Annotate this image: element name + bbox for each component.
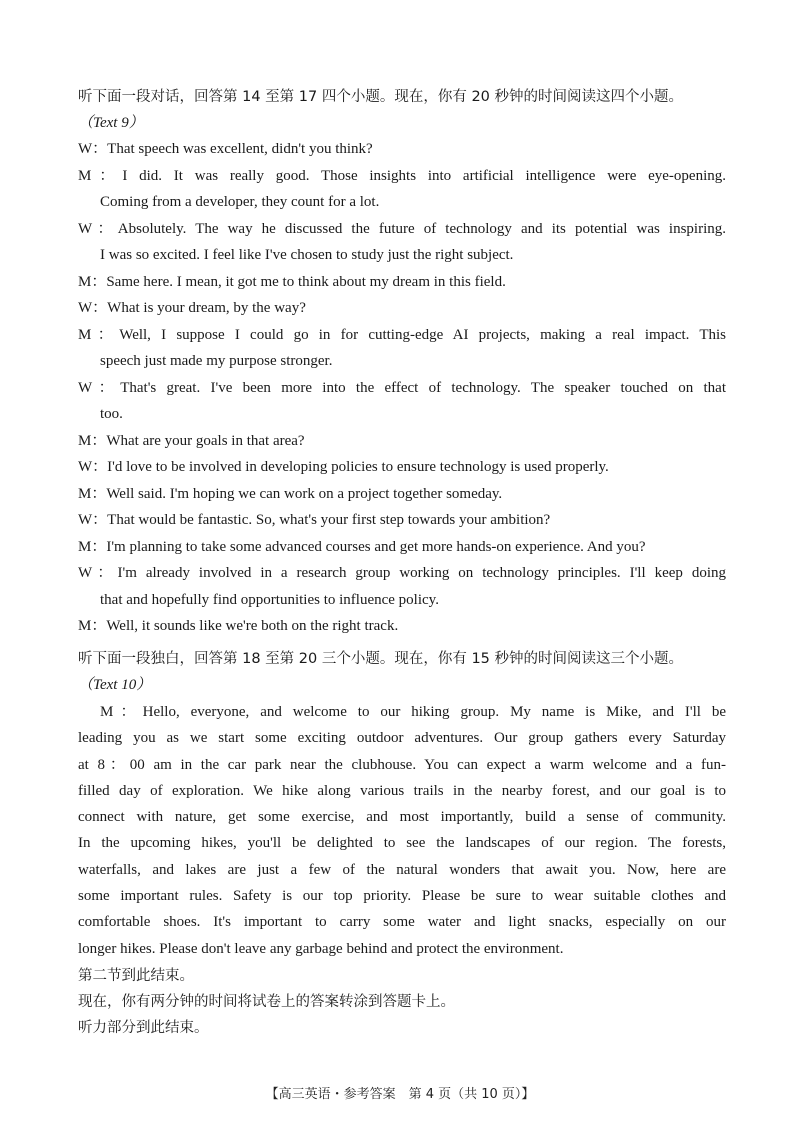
dialogue-line xyxy=(78,613,726,639)
monologue-text: longer hikes. Please don't leave any garbage behind and protect the environment. xyxy=(78,941,564,957)
dialogue-line xyxy=(78,269,726,295)
speaker-label: M： xyxy=(78,327,120,343)
speaker-label: M： xyxy=(78,618,107,634)
dialogue-text: That's great. I've been more into the effect of technology. The speaker touched on that xyxy=(120,380,726,396)
monologue-line xyxy=(78,804,726,830)
speaker-label: W： xyxy=(78,221,118,237)
dialogue-line xyxy=(78,163,726,189)
monologue-line xyxy=(78,909,726,935)
speaker-label: W： xyxy=(78,380,121,396)
dialogue-text: Well, I suppose I could go in for cutting-edge AI projects, making a real impact. This xyxy=(119,327,726,343)
dialogue-line xyxy=(78,322,726,348)
dialogue-text: That would be fantastic. So, what's your first step towards your ambition? xyxy=(107,512,551,528)
speaker-label: W： xyxy=(78,565,118,581)
monologue-line xyxy=(78,725,726,751)
monologue-text: Hello, everyone, and welcome to our hiking group. My name is Mike, and I'll be xyxy=(142,704,727,720)
dialogue-line xyxy=(78,454,726,480)
dialogue-text: Well, it sounds like we're both on the right track. xyxy=(106,618,399,634)
text9-instruction: 听下面一段对话，回答第 14 至第 17 四个小题。现在，你有 20 秒钟的时间阅读这四个小题。 xyxy=(78,89,684,105)
text9-label: （Text 9） xyxy=(78,115,144,131)
monologue-line xyxy=(100,699,726,725)
dialogue-line xyxy=(100,587,726,613)
speaker-label: W： xyxy=(78,512,108,528)
listening-end-note: 听力部分到此结束。 xyxy=(78,1020,209,1036)
dialogue-text: that and hopefully find opportunities to influence policy. xyxy=(100,592,439,608)
monologue-line xyxy=(78,857,726,883)
monologue-text: comfortable shoes. It's important to carry some water and light snacks, especially on our xyxy=(78,914,726,930)
monologue-line xyxy=(78,752,726,778)
monologue-line xyxy=(78,883,726,909)
dialogue-text: That speech was excellent, didn't you think? xyxy=(107,141,373,157)
speaker-label: M： xyxy=(100,704,143,720)
monologue-text: waterfalls, and lakes are just a few of the natural wonders that await you. Now, here are xyxy=(78,862,726,878)
dialogue-line xyxy=(78,375,726,401)
speaker-label: M： xyxy=(78,486,107,502)
monologue-text: some important rules. Safety is our top priority. Please be sure to wear suitable clothes and xyxy=(78,888,726,904)
dialogue-line xyxy=(100,401,726,427)
speaker-label: M： xyxy=(78,433,107,449)
dialogue-line xyxy=(100,348,726,374)
answer-transfer-note: 现在，你有两分钟的时间将试卷上的答案转涂到答题卡上。 xyxy=(78,994,455,1010)
dialogue-line xyxy=(78,295,726,321)
dialogue-line xyxy=(100,189,726,215)
dialogue-text: Absolutely. The way he discussed the future of technology and its potential was inspiring. xyxy=(117,221,726,237)
monologue-text: In the upcoming hikes, you'll be delighted to see the landscapes of our region. The forests, xyxy=(78,835,726,851)
dialogue-text: too. xyxy=(100,406,123,422)
monologue-line xyxy=(78,936,726,962)
dialogue-line xyxy=(100,242,726,268)
monologue-text: leading you as we start some exciting outdoor adventures. Our group gathers every Saturday xyxy=(78,730,726,746)
speaker-label: M： xyxy=(78,168,123,184)
dialogue-text: I'd love to be involved in developing policies to ensure technology is used properly. xyxy=(107,459,609,475)
monologue-line xyxy=(78,778,726,804)
dialogue-text: speech just made my purpose stronger. xyxy=(100,353,333,369)
dialogue-text: What is your dream, by the way? xyxy=(107,300,306,316)
dialogue-text: Coming from a developer, they count for a lot. xyxy=(100,194,380,210)
dialogue-line xyxy=(78,136,726,162)
monologue-text: filled day of exploration. We hike along various trails in the nearby forest, and our goal is to xyxy=(78,783,726,799)
dialogue-line xyxy=(78,534,726,560)
speaker-label: W： xyxy=(78,459,108,475)
dialogue-line xyxy=(78,216,726,242)
text10-instruction: 听下面一段独白，回答第 18 至第 20 三个小题。现在，你有 15 秒钟的时间阅读这三个小题。 xyxy=(78,651,684,667)
speaker-label: W： xyxy=(78,141,108,157)
dialogue-line xyxy=(78,481,726,507)
dialogue-text: I'm already involved in a research group working on technology principles. I'll keep doing xyxy=(117,565,726,581)
speaker-label: M： xyxy=(78,539,107,555)
monologue-text: connect with nature, get some exercise, and most importantly, build a sense of community. xyxy=(78,809,726,825)
page-footer: 【高三英语・参考答案 第 4 页（共 10 页）】 xyxy=(265,1087,535,1102)
monologue-line xyxy=(78,830,726,856)
dialogue-line xyxy=(78,428,726,454)
dialogue-text: What are your goals in that area? xyxy=(106,433,305,449)
text10-label: （Text 10） xyxy=(78,677,152,693)
speaker-label: M： xyxy=(78,274,107,290)
dialogue-line xyxy=(78,560,726,586)
dialogue-text: I was so excited. I feel like I've chosen to study just the right subject. xyxy=(100,247,514,263)
dialogue-text: Well said. I'm hoping we can work on a project together someday. xyxy=(106,486,503,502)
dialogue-line xyxy=(78,507,726,533)
section-end-note: 第二节到此结束。 xyxy=(78,968,194,984)
dialogue-text: I'm planning to take some advanced courses and get more hands-on experience. And you? xyxy=(106,539,646,555)
speaker-label: W： xyxy=(78,300,108,316)
dialogue-text: I did. It was really good. Those insights into artificial intelligence were eye-opening. xyxy=(122,168,727,184)
dialogue-text: Same here. I mean, it got me to think about my dream in this field. xyxy=(106,274,506,290)
monologue-text: at 8：00 am in the car park near the clubhouse. You can expect a warm welcome and a fun- xyxy=(78,757,726,773)
